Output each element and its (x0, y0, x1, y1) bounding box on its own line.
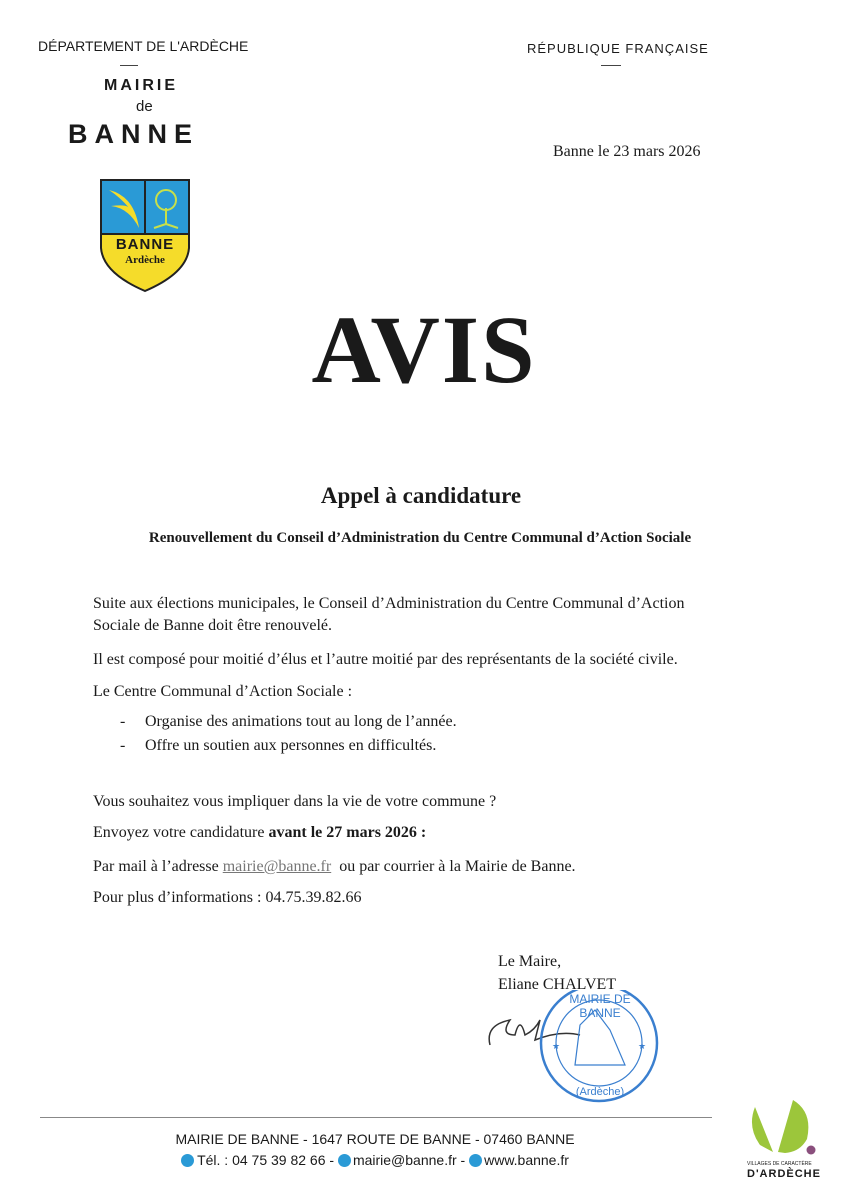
subtitle: Appel à candidature (320, 483, 522, 508)
signature-role: Le Maire, (498, 953, 562, 970)
svg-text:★: ★ (552, 1041, 561, 1051)
question: Vous souhaitez vous impliquer dans la vie de votre commune ? (93, 793, 497, 810)
phone-icon (181, 1154, 194, 1167)
footer-contact (0, 1152, 750, 1168)
footer-website[interactable]: www.banne.fr (484, 1152, 569, 1168)
footer-divider (40, 1117, 712, 1118)
mairie-label: MAIRIE (104, 77, 178, 94)
stamp-bottom-text: (Ardèche) (575, 1086, 625, 1098)
footer-address: MAIRIE DE BANNE - 1647 ROUTE DE BANNE - 07460 BANNE (175, 1131, 575, 1147)
deadline-date: avant le 27 mars 2026 : (268, 824, 427, 841)
mail-text-end: ou par courrier à la Mairie de Banne. (331, 858, 576, 875)
paragraph-2: Il est composé pour moitié d’élus et l’autre moitié par des représentants de la société civile. (93, 651, 678, 668)
de-label: de (136, 98, 153, 115)
paragraph-1-cont: Sociale de Banne doit être renouvelé. (93, 617, 333, 634)
logo-big-text: D'ARDÈCHE (747, 1168, 821, 1180)
crest-logo (99, 178, 191, 293)
mail-text: Par mail à l’adresse (93, 858, 223, 875)
crest-name: BANNE (115, 236, 175, 253)
divider (120, 65, 138, 66)
subheading: Renouvellement du Conseil d’Administration du Centre Communal d’Action Sociale (148, 530, 692, 546)
logo-small-text: VILLAGES DE CARACTÈRE (747, 1161, 812, 1167)
mail-line (93, 858, 576, 876)
deadline-line (93, 824, 426, 842)
svg-text:★: ★ (638, 1041, 647, 1051)
email-link[interactable]: mairie@banne.fr (222, 858, 332, 875)
footer-email[interactable]: mairie@banne.fr - (352, 1152, 470, 1168)
divider (601, 65, 621, 66)
paragraph-3: Le Centre Communal d’Action Sociale : (93, 683, 353, 700)
bullet-item: Offre un soutien aux personnes en difficultés. (145, 737, 437, 754)
villages-de-caractere-logo (745, 1097, 825, 1192)
notice-title: AVIS (311, 296, 537, 403)
bullet-item: Organise des animations tout au long de l’année. (145, 713, 457, 730)
crest-region: Ardèche (125, 254, 165, 266)
footer-phone: Tél. : 04 75 39 82 66 - (197, 1152, 338, 1168)
signature-stamp (480, 990, 670, 1110)
bullet-dash: - (120, 737, 126, 754)
deadline-text: Envoyez votre candidature (93, 824, 269, 841)
stamp-top-text: MAIRIE DE BANNE (569, 992, 631, 1020)
info-line: Pour plus d’informations : 04.75.39.82.66 (93, 889, 362, 906)
town-label: BANNE (68, 119, 200, 149)
republic-label: RÉPUBLIQUE FRANÇAISE (527, 41, 709, 56)
email-icon (338, 1154, 351, 1167)
date: Banne le 23 mars 2026 (553, 143, 701, 160)
bullet-dash: - (120, 713, 126, 730)
paragraph-1: Suite aux élections municipales, le Conseil d’Administration du Centre Communal d’Action (93, 595, 685, 612)
signature-name: Eliane CHALVET (498, 976, 617, 993)
department-label: DÉPARTEMENT DE L'ARDÈCHE (38, 38, 249, 54)
globe-icon (469, 1154, 482, 1167)
